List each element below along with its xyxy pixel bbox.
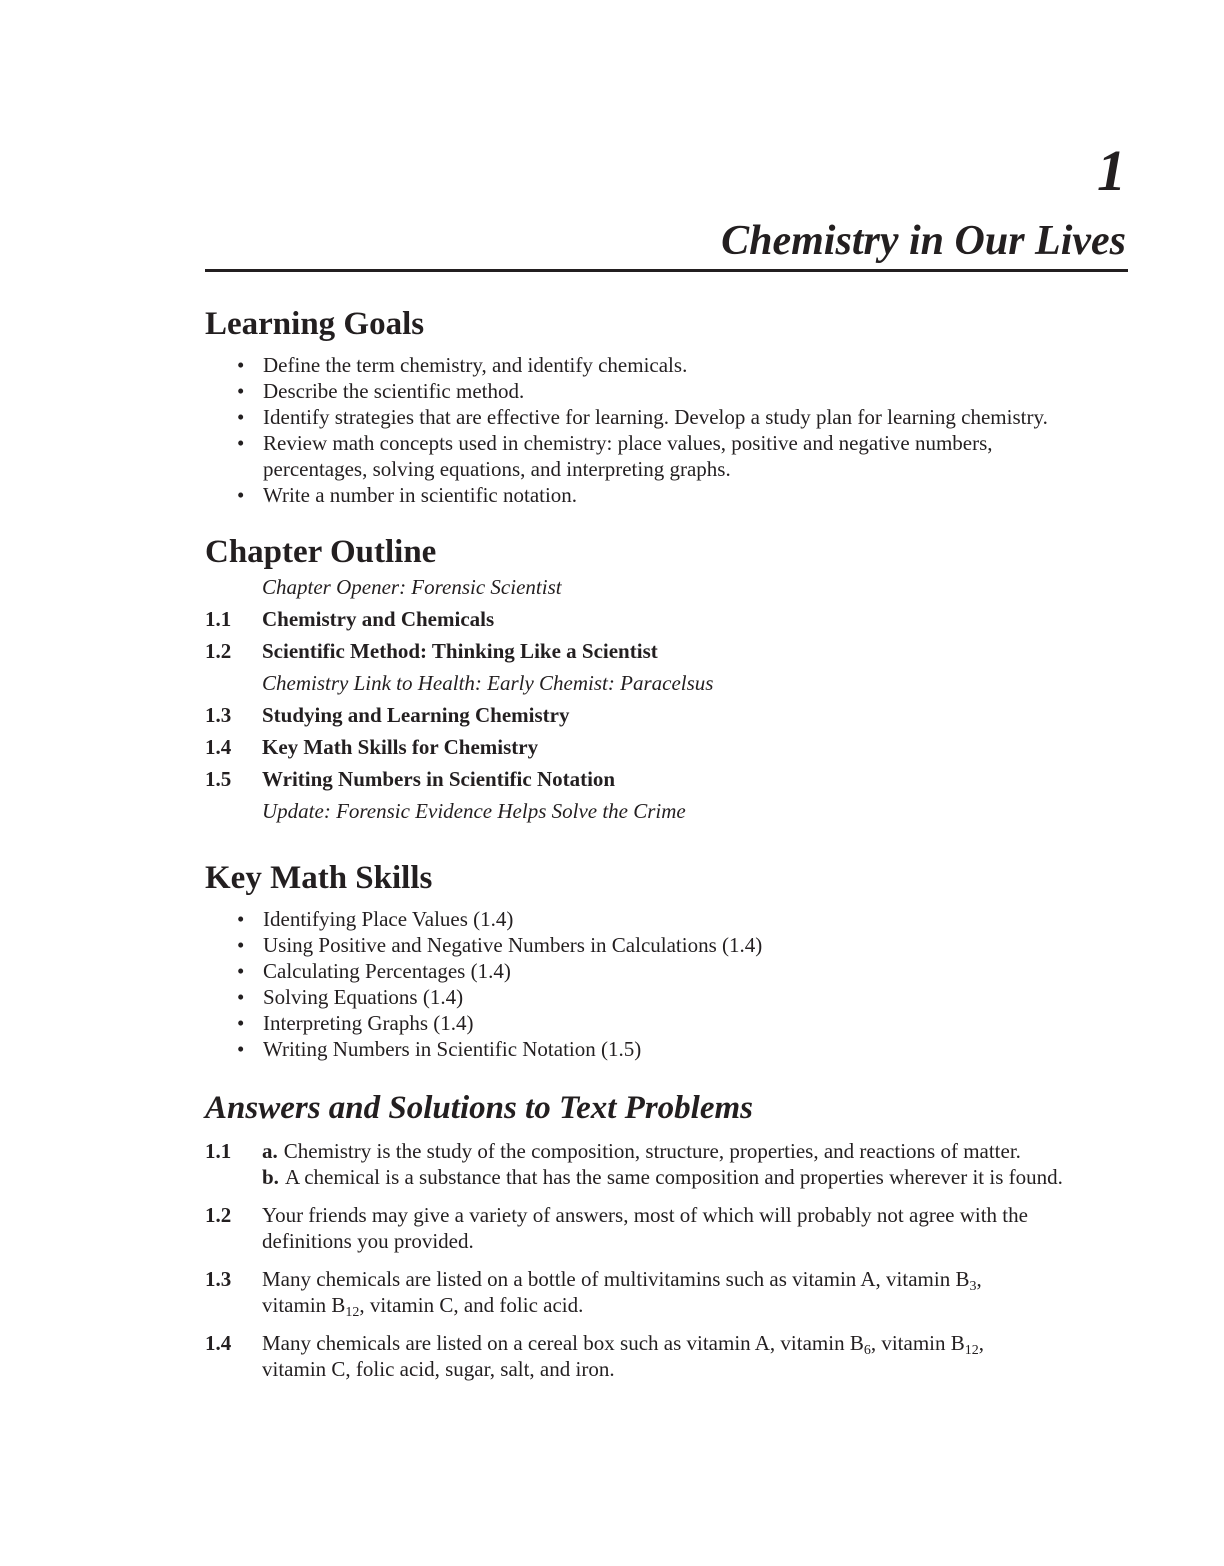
list-item: • Identify strategies that are effective for learning. Develop a study plan for learning chemistry. (237, 405, 1048, 429)
learning-goals-heading: Learning Goals (205, 306, 425, 342)
section-title: Writing Numbers in Scientific Notation (262, 767, 616, 791)
list-item: • Describe the scientific method. (237, 379, 525, 403)
list-item: • Write a number in scientific notation. (237, 483, 578, 507)
bullet-icon: • (237, 483, 245, 507)
section-title: Key Math Skills for Chemistry (262, 735, 539, 759)
answer-text: Many chemicals are listed on a cereal box such as vitamin A, vitamin $B_6$, vitamin $B_{12}$, vitamin C, folic acid, sugar, salt, and iron. (262, 1331, 985, 1381)
answer-text: a. Chemistry is the study of the composition, structure, properties, and reactions of matter. b. A chemical is a substance that has the same composition and properties wherever it is found. (262, 1139, 1063, 1189)
bullet-icon: • (237, 353, 245, 377)
list-item: • Identifying Place Values (1.4) (237, 907, 514, 931)
list-item: • Interpreting Graphs (1.4) (237, 1011, 474, 1035)
bullet-icon: • (237, 379, 245, 403)
list-item: • Writing Numbers in Scientific Notation (1.5) (237, 1037, 642, 1061)
bullet-icon: • (237, 405, 245, 429)
outline-feature: Update: Forensic Evidence Helps Solve the Crime (262, 799, 686, 823)
section-number: 1.5 (205, 767, 232, 791)
key-math-skills-heading: Key Math Skills (205, 860, 433, 896)
answer-text: Many chemicals are listed on a bottle of multivitamins such as vitamin A, vitamin $B_3$, vitamin $B_{12}$, vitamin C, and folic acid. (262, 1267, 982, 1320)
list-item-continuation: percentages, solving equations, and interpreting graphs. (263, 457, 731, 481)
section-title: Studying and Learning Chemistry (262, 703, 570, 727)
list-item: • Using Positive and Negative Numbers in Calculations (1.4) (237, 933, 763, 957)
outline-feature: Chapter Opener: Forensic Scientist (262, 575, 562, 599)
section-title: Scientific Method: Thinking Like a Scientist (262, 639, 658, 663)
outline-feature: Chemistry Link to Health: Early Chemist: Paracelsus (262, 671, 714, 695)
title-rule (205, 269, 1128, 272)
answer-text: Your friends may give a variety of answers, most of which will probably not agree with the definitions you provided. (262, 1203, 1028, 1253)
list-item: • Define the term chemistry, and identify chemicals. (237, 353, 688, 377)
section-number: 1.2 (205, 639, 232, 663)
bullet-icon: • (237, 933, 245, 957)
section-number: 1.1 (205, 607, 232, 631)
bullet-icon: • (237, 985, 245, 1009)
bullet-icon: • (237, 907, 245, 931)
chapter-number: 1 (1097, 138, 1126, 203)
answers-heading: Answers and Solutions to Text Problems (205, 1090, 753, 1126)
chapter-outline-heading: Chapter Outline (205, 534, 437, 570)
section-title: Chemistry and Chemicals (262, 607, 495, 631)
bullet-icon: • (237, 431, 245, 455)
list-item: • Solving Equations (1.4) (237, 985, 464, 1009)
list-item: • Calculating Percentages (1.4) (237, 959, 511, 983)
problem-number: 1.3 (205, 1267, 232, 1291)
section-number: 1.4 (205, 735, 232, 759)
part-label: b. (262, 1165, 279, 1189)
learning-goals-list (237, 352, 1048, 508)
bullet-icon: • (237, 1011, 245, 1035)
section-number: 1.3 (205, 703, 232, 727)
chapter-title: Chemistry in Our Lives (721, 218, 1126, 264)
problem-number: 1.1 (205, 1139, 232, 1163)
problem-number: 1.4 (205, 1331, 232, 1355)
bullet-icon: • (237, 1037, 245, 1061)
key-math-skills-list (237, 906, 762, 1062)
part-label: a. (262, 1139, 278, 1163)
bullet-icon: • (237, 959, 245, 983)
problem-number: 1.2 (205, 1203, 232, 1227)
list-item: • Review math concepts used in chemistry: place values, positive and negative numbers, (237, 431, 993, 455)
